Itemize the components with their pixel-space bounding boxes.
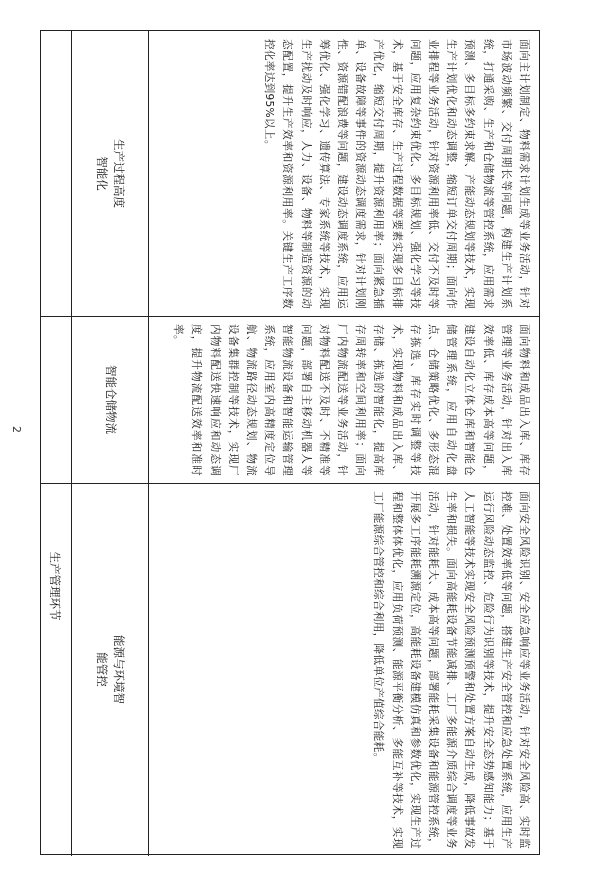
row-1-label xyxy=(72,31,149,316)
row-2-text xyxy=(155,324,533,476)
row-1-text xyxy=(155,39,533,309)
page-number-text: 2 xyxy=(10,426,23,433)
row-1-label-line-1: 生产过程高度 xyxy=(112,139,127,208)
row-2-text-content: 面向物料和成品出入库、库存管理等业务活动，针对出入库效率低、库存成本高等问题，建设自动化立体仓库和智能仓储管理系统，应用自动化盘点、仓储策略优化、多形态混存拣选、库存实时调整等技术，实现物料和成品出入库、存储、拣选的智能化，提高库存周转率和空间利用率；面向厂内物流配送等业务活动，针对物料配送不及时、不精准等问题，部署自主移动机器人等智能物流设备和智能运输管理系统，应用室内高精度定位导航、物流路径动态规划、物流设备集群控制等技术，实现厂内物料配送快速响应和动态调度，提升物流配送效率和准时率。 xyxy=(172,324,530,476)
group-label xyxy=(39,316,72,856)
row-3-text-content: 面向安全风险识别、安全应急响应等业务活动，针对安全风险高、实时监控难、处置效率低等问题，搭建生产安全管控和应急处置系统，应用生产运行风险动态监控、危险行为识别等技术，提升安全态势感知能力；基于人工智能等技术实现安全风险预测预警和处置方案自动生成，降低事故发生率和损失。面向高能耗设备节能减排、工厂多能源介质综合调度等业务活动，针对能耗大、成本高等问题，部署能耗采集设备和能源管控系统，开展多工序能耗溯源定位，高能耗设备建模仿真和参数优化，实现生产过程和整体体优化，应用负荷预测、能源平衡分析、多能互补等技术，实现工厂能源综合管控和综合利用，降低单位产值综合能耗。 xyxy=(372,491,530,849)
row-1-text-content: 面向主计划制定、物料需求计划生成等业务活动，针对市场波动频繁、交付周期长等问题，构建生产计划系统，打通采购、生产和仓储物流等管控系统，应用需求预测、多目标多约束求解、产能动态规划等技术，实现生产计划优化和动态调整，缩短订单交付周期；面向作业排程等业务活动，针对资源利用率低、交付不及时等问题，应用复杂约束优化、多目标规划、强化学习等技术，基于安全库存、生产过程数据等要素实现多目标排产优化，缩短交付周期，提升资源利用率；面向紧急插单、设备故障等事件的资源动态调度需求，针对计划刚性、资源错配浪费等问题，建设动态调度系统，应用运筹优化、强化学习、遗传算法、专家系统等技术，实现生产扰动及时响应，人力、设备、物料等制造资源的动态配置，提升生产效率和资源利用率。关键生产工序数控化率达到95%以上。 xyxy=(263,39,530,309)
row-3-label-line-2: 能管控 xyxy=(95,652,110,687)
page-number xyxy=(10,426,23,433)
row-2-label xyxy=(72,316,149,483)
requirements-table xyxy=(40,30,540,855)
row-3-label-line-1: 能源与环境智 xyxy=(112,635,127,704)
row-1-label-line-2: 智能化 xyxy=(95,156,110,191)
row-3-text xyxy=(155,491,533,849)
group-label-text: 生产管理环节 xyxy=(48,551,63,621)
row-2-label-line-1: 智能仓储物流 xyxy=(104,365,118,434)
row-3-label xyxy=(72,483,149,856)
